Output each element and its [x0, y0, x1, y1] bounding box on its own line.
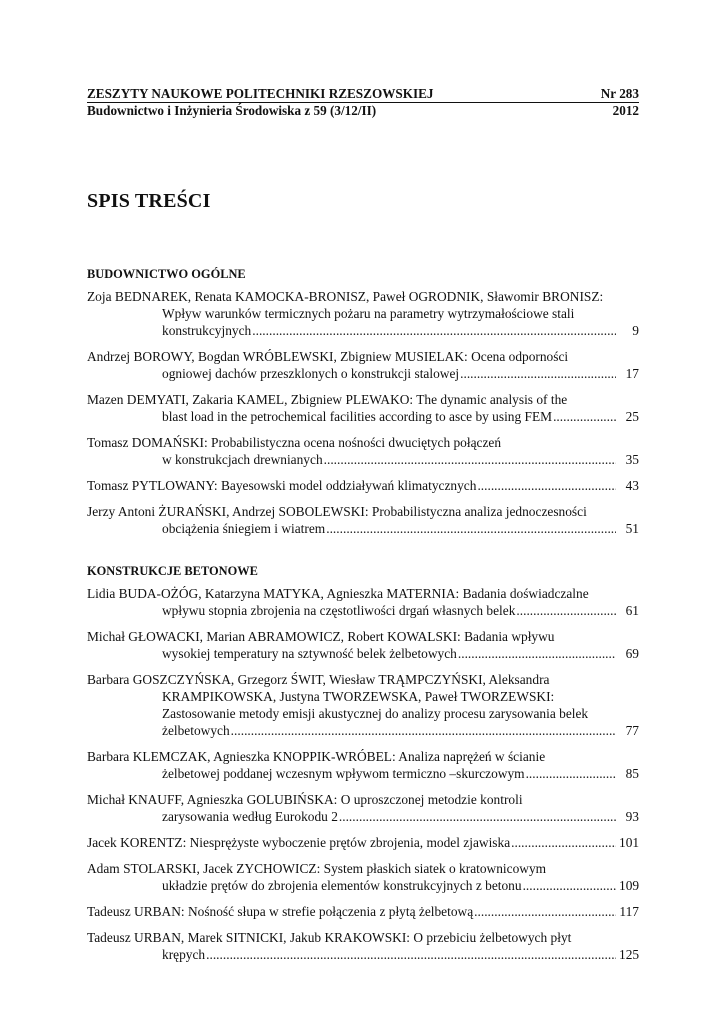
entry-text-line: konstrukcyjnych — [162, 323, 252, 338]
page-number: 51 — [625, 521, 639, 536]
toc-entry — [87, 434, 639, 468]
dot-leader — [553, 408, 616, 425]
series-header — [87, 103, 639, 119]
entry-text-line: Jerzy Antoni ŻURAŃSKI, Andrzej SOBOLEWSKI: Probabilistyczna analiza jednoczesności — [87, 504, 587, 519]
dot-leader — [252, 322, 616, 339]
dot-leader — [231, 722, 616, 739]
entry-last-line — [87, 365, 639, 382]
entry-text-line: wysokiej temperatury na sztywność belek żelbetowych — [162, 646, 457, 661]
entry-text-line: Tomasz DOMAŃSKI: Probabilistyczna ocena nośności dwuciętych połączeń — [87, 435, 502, 450]
entry-text-line: Barbara KLEMCZAK, Agnieszka KNOPPIK-WRÓBEL: Analiza naprężeń w ścianie — [87, 749, 546, 764]
section-heading: BUDOWNICTWO OGÓLNE — [87, 267, 246, 281]
dot-leader — [458, 645, 616, 662]
entry-text-line: Zastosowanie metody emisji akustycznej do analizy procesu zarysowania belek — [162, 706, 589, 721]
entry-text-line: Zoja BEDNAREK, Renata KAMOCKA-BRONISZ, Paweł OGRODNIK, Sławomir BRONISZ: — [87, 289, 604, 304]
toc-entry — [87, 671, 639, 739]
page-number: 117 — [619, 904, 639, 919]
dot-leader — [206, 946, 616, 963]
entry-last-line — [87, 408, 639, 425]
toc-entry — [87, 791, 639, 825]
entry-last-line — [87, 808, 639, 825]
page-title: SPIS TREŚCI — [87, 190, 211, 212]
entry-last-line — [87, 322, 639, 339]
page-number: 109 — [619, 878, 640, 893]
entry-text-line: układzie prętów do zbrojenia elementów konstrukcyjnych z betonu — [162, 878, 522, 893]
entry-last-line — [87, 903, 639, 920]
entry-text-line: Tadeusz URBAN: Nośność słupa w strefie połączenia z płytą żelbetową — [87, 904, 474, 919]
toc-entry — [87, 585, 639, 619]
journal-title: ZESZYTY NAUKOWE POLITECHNIKI RZESZOWSKIEJ — [87, 86, 434, 101]
entry-text-line: Tomasz PYTLOWANY: Bayesowski model oddziaływań klimatycznych — [87, 478, 477, 493]
table-of-contents — [87, 267, 639, 963]
toc-entry — [87, 503, 639, 537]
toc-entry — [87, 748, 639, 782]
entry-text-line: w konstrukcjach drewnianych — [162, 452, 323, 467]
toc-entry — [87, 391, 639, 425]
page-number: 69 — [625, 646, 639, 661]
entry-text-line: Adam STOLARSKI, Jacek ZYCHOWICZ: System płaskich siatek o kratownicowym — [87, 861, 547, 876]
entry-text-line: krępych — [162, 947, 206, 962]
document-page — [87, 86, 639, 972]
entry-text-line: Michał KNAUFF, Agnieszka GOLUBIŃSKA: O uproszczonej metodzie kontroli — [87, 792, 523, 807]
toc-entry — [87, 288, 639, 339]
dot-leader — [477, 477, 616, 494]
dot-leader — [523, 877, 616, 894]
page-number: 77 — [625, 723, 639, 738]
page-number: 43 — [625, 478, 639, 493]
entry-text-line: Wpływ warunków termicznych pożaru na parametry wytrzymałościowe stali — [162, 306, 575, 321]
toc-entry — [87, 628, 639, 662]
series-title: Budownictwo i Inżynieria Środowiska z 59 (3/12/II) — [87, 103, 377, 118]
entry-last-line — [87, 946, 639, 963]
page-number: 9 — [632, 323, 639, 338]
entry-last-line — [87, 645, 639, 662]
entry-text-line: Michał GŁOWACKI, Marian ABRAMOWICZ, Robert KOWALSKI: Badania wpływu — [87, 629, 555, 644]
entry-text-line: obciążenia śniegiem i wiatrem — [162, 521, 326, 536]
dot-leader — [526, 765, 616, 782]
entry-text-line: wpływu stopnia zbrojenia na częstotliwości drgań własnych belek — [162, 603, 516, 618]
page-number: 85 — [625, 766, 639, 781]
entry-last-line — [87, 722, 639, 739]
toc-entry — [87, 834, 639, 851]
entry-last-line — [87, 834, 639, 851]
entry-text-line: Andrzej BOROWY, Bogdan WRÓBLEWSKI, Zbigniew MUSIELAK: Ocena odporności — [87, 349, 569, 364]
entry-last-line — [87, 451, 639, 468]
dot-leader — [460, 365, 616, 382]
section-heading: KONSTRUKCJE BETONOWE — [87, 564, 258, 578]
entry-last-line — [87, 877, 639, 894]
entry-text-line: żelbetowej poddanej wczesnym wpływom termiczno –skurczowym — [162, 766, 525, 781]
entry-text-line: żelbetowych — [162, 723, 230, 738]
page-number: 101 — [619, 835, 640, 850]
dot-leader — [326, 520, 616, 537]
page-number: 17 — [625, 366, 639, 381]
entry-text-line: Barbara GOSZCZYŃSKA, Grzegorz ŚWIT, Wiesław TRĄMPCZYŃSKI, Aleksandra — [87, 672, 550, 687]
page-number: 25 — [625, 409, 639, 424]
page-number: 125 — [619, 947, 640, 962]
entry-last-line — [87, 602, 639, 619]
toc-entry — [87, 860, 639, 894]
dot-leader — [516, 602, 616, 619]
dot-leader — [339, 808, 616, 825]
dot-leader — [511, 834, 616, 851]
entry-last-line — [87, 520, 639, 537]
entry-text-line: Jacek KORENTZ: Niesprężyste wyboczenie prętów zbrojenia, model zjawiska — [87, 835, 511, 850]
page-number: 93 — [625, 809, 639, 824]
entry-last-line — [87, 477, 639, 494]
toc-entry — [87, 929, 639, 963]
entry-text-line: Tadeusz URBAN, Marek SITNICKI, Jakub KRAKOWSKI: O przebiciu żelbetowych płyt — [87, 930, 572, 945]
entry-text-line: blast load in the petrochemical facilities according to asce by using FEM — [162, 409, 553, 424]
toc-entry — [87, 903, 639, 920]
dot-leader — [474, 903, 616, 920]
issue-number: Nr 283 — [600, 86, 639, 101]
entry-last-line — [87, 765, 639, 782]
entry-text-line: zarysowania według Eurokodu 2 — [162, 809, 338, 824]
toc-entry — [87, 477, 639, 494]
dot-leader — [324, 451, 616, 468]
entry-text-line: Lidia BUDA-OŻÓG, Katarzyna MATYKA, Agnieszka MATERNIA: Badania doświadczalne — [87, 586, 589, 601]
issue-year: 2012 — [612, 103, 639, 118]
entry-text-line: Mazen DEMYATI, Zakaria KAMEL, Zbigniew PLEWAKO: The dynamic analysis of the — [87, 392, 568, 407]
entry-text-line: KRAMPIKOWSKA, Justyna TWORZEWSKA, Paweł TWORZEWSKI: — [162, 689, 555, 704]
page-number: 61 — [625, 603, 639, 618]
toc-entry — [87, 348, 639, 382]
journal-header — [87, 86, 639, 103]
page-number: 35 — [625, 452, 639, 467]
entry-text-line: ogniowej dachów przeszklonych o konstrukcji stalowej — [162, 366, 460, 381]
